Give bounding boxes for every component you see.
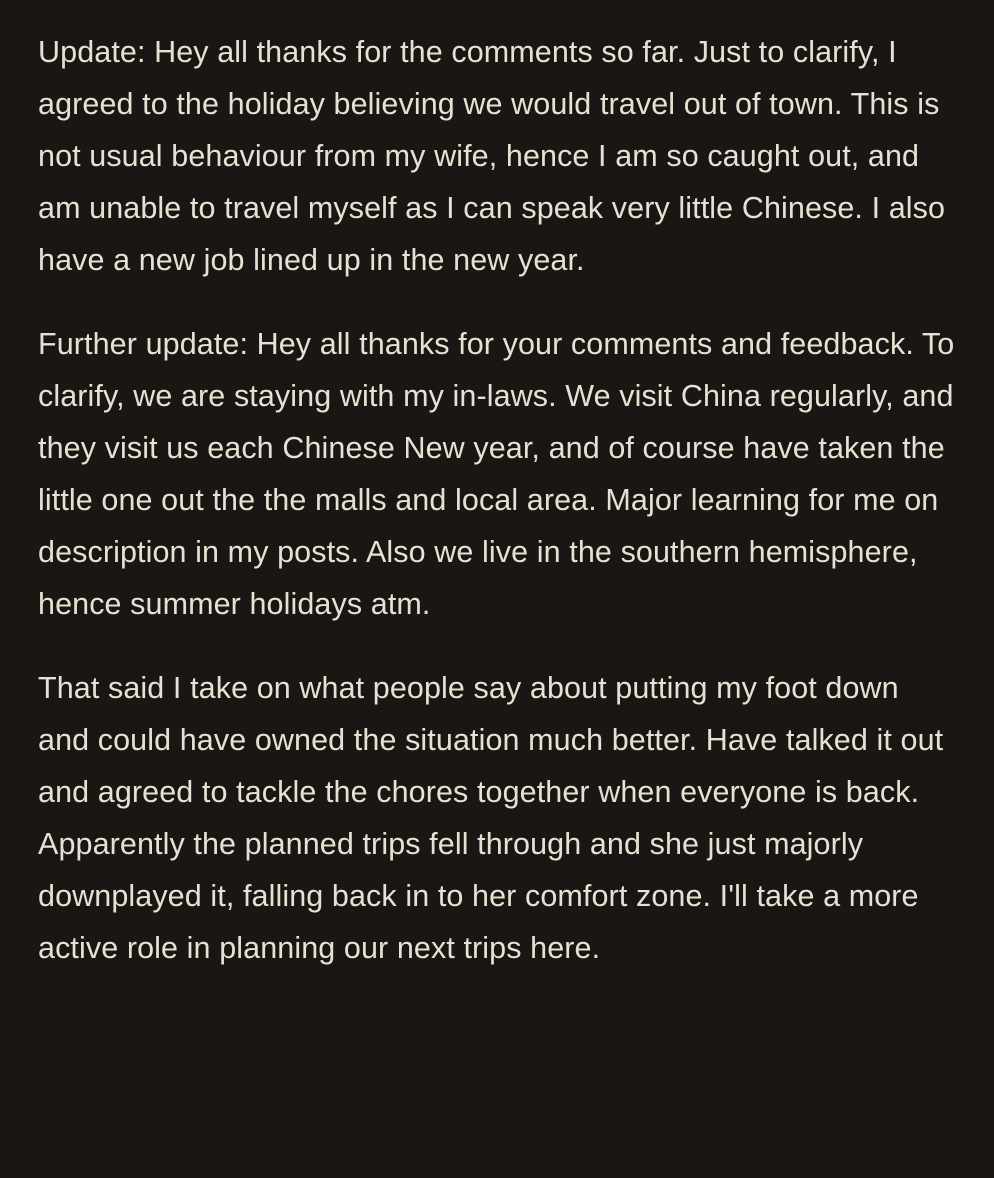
post-paragraph-2: Further update: Hey all thanks for your comments and feedback. To clarify, we are staying with my in-laws. We visit China regularly, and they visit us each Chinese New year, and of course have taken the little one out the the malls and local area. Major learning for me on description in my posts. Also we live in the southern hemisphere, hence summer holidays atm.	[38, 327, 955, 621]
post-paragraph-1: Update: Hey all thanks for the comments so far. Just to clarify, I agreed to the holiday believing we would travel out of town. This is not usual behaviour from my wife, hence I am so caught out, and am unable to travel myself as I can speak very little Chinese. I also have a new job lined up in the new year.	[38, 35, 946, 277]
post-paragraph-3: That said I take on what people say about putting my foot down and could have owned the situation much better. Have talked it out and agreed to tackle the chores together when everyone is back. Apparently the planned trips fell through and she just majorly downplayed it, falling back in to her comfort zone. I'll take a more active role in planning our next trips here.	[38, 671, 944, 965]
